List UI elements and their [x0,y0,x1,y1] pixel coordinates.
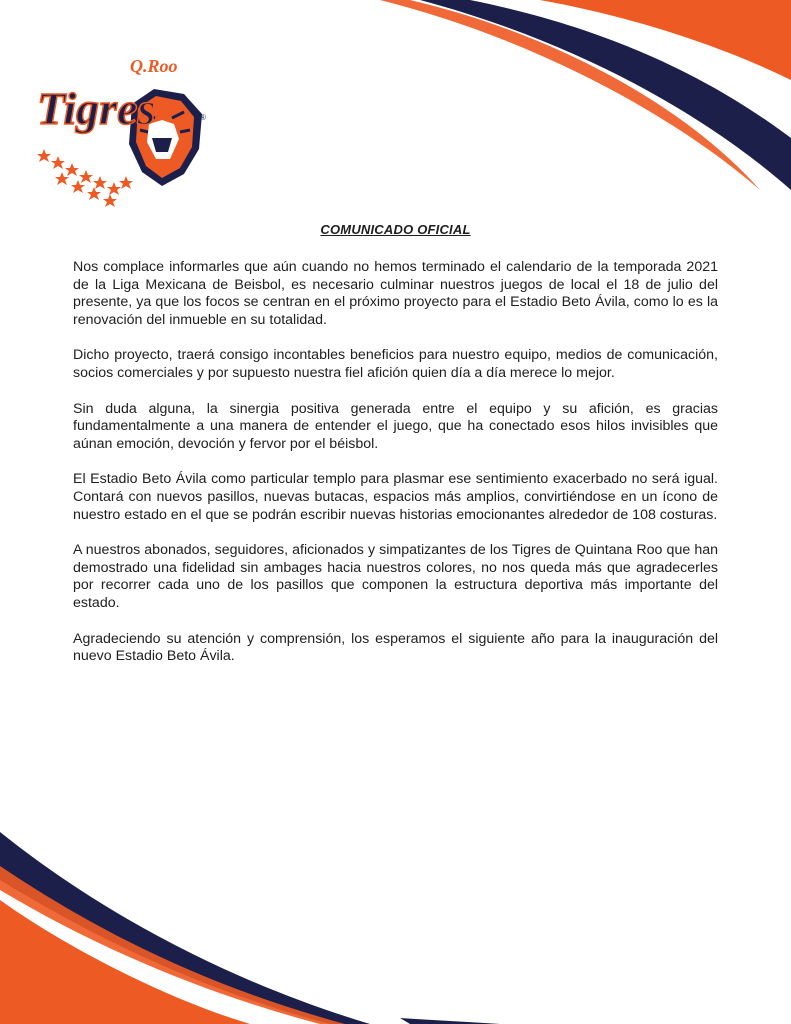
paragraph: El Estadio Beto Ávila como particular templo para plasmar ese sentimiento exacerbado no será igual. Contará con nuevos pasillos, nuevas butacas, espacios más amplios, convirtiéndose en un ícono de nuestro estado en el que se podrán escribir nuevas historias emocionantes alrededor de 108 costuras. [73,471,718,523]
paragraph: Dicho proyecto, traerá consigo incontables beneficios para nuestro equipo, medios de comunicación, socios comerciales y por supuesto nuestra fiel afición quien día a día merece lo mejor. [73,347,718,381]
paragraph: A nuestros abonados, seguidores, aficionados y simpatizantes de los Tigres de Quintana Roo que han demostrado una fidelidad sin ambages hacia nuestros colores, no nos queda más que agradecerles por recorrer cada uno de los pasillos que componen la estructura deportiva más importante del estado. [73,542,718,611]
paragraph: Nos complace informarles que aún cuando no hemos terminado el calendario de la temporada 2021 de la Liga Mexicana de Beisbol, es necesario culminar nuestros juegos de local el 18 de julio del presente, ya que los focos se centran en el próximo proyecto para el Estadio Beto Ávila, como lo es la renovación del inmueble en su totalidad. [73,259,718,328]
registered-mark: ® [200,113,206,122]
paragraph: Agradeciendo su atención y comprensión, los esperamos el siguiente año para la inauguración del nuevo Estadio Beto Ávila. [73,630,718,665]
tigres-wordmark: Tigres [37,83,156,134]
tigres-logo [34,44,224,209]
document-title: COMUNICADO OFICIAL [320,222,471,237]
stars-decoration [37,149,133,207]
bottom-navy-thin-swoosh [400,1018,500,1024]
paragraph: Sin duda alguna, la sinergia positiva generada entre el equipo y su afición, es gracias fundamentalmente a una manera de entender el juego, que ha conectado esos hilos invisibles que aúnan emoción, devoción y fervor por el béisbol. [73,400,718,452]
document-body [73,259,718,684]
qroo-wordmark: Q.Roo [130,56,178,76]
